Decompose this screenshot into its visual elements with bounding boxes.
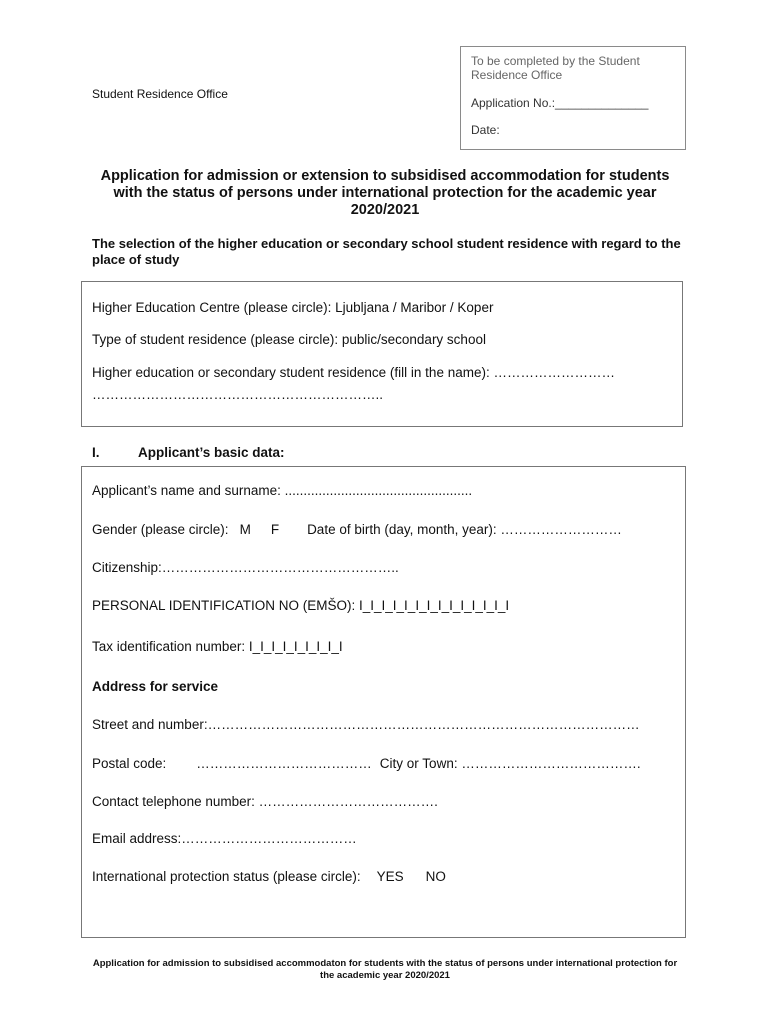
form-title: Application for admission or extension to subsidised accommodation for students with the status of persons under international protection for the academic year 2020/2021 — [100, 168, 670, 218]
section-number: I. — [92, 445, 100, 460]
office-use-box — [460, 46, 686, 150]
residence-name-continuation[interactable]: ……………………………………………………….. — [92, 387, 384, 402]
office-use-note: To be completed by the Student Residence Office — [471, 54, 640, 82]
street-field[interactable]: Street and number:…………………………………………………………………………………… — [92, 717, 640, 732]
address-heading: Address for service — [92, 679, 219, 694]
postal-code-field[interactable]: ………………………………… — [196, 756, 372, 771]
applicant-data-box — [81, 466, 686, 938]
protection-no-option[interactable]: NO — [425, 869, 446, 884]
city-field[interactable]: City or Town: …………………………………. — [379, 756, 641, 771]
section-title: Applicant’s basic data: — [138, 445, 285, 460]
gender-option-m[interactable]: M — [239, 522, 251, 537]
higher-education-centre-field[interactable]: Higher Education Centre (please circle): Ljubljana / Maribor / Koper — [92, 300, 494, 315]
office-label: Student Residence Office — [92, 87, 228, 101]
gender-dob-row — [92, 522, 622, 537]
citizenship-field[interactable]: Citizenship:…………………………………………….. — [92, 560, 399, 575]
gender-label: Gender (please circle): — [92, 522, 229, 537]
applicant-name-field[interactable]: Applicant’s name and surname: .................................................. — [92, 483, 473, 498]
page-footer: Application for admission to subsidised accommodaton for students with the status of persons under international protection for the academic year 2020/2021 — [92, 958, 678, 981]
section-heading — [92, 445, 285, 460]
gender-option-f[interactable]: F — [270, 522, 280, 537]
date-field[interactable]: Date: — [471, 123, 500, 137]
protection-status-label: International protection status (please circle): — [92, 869, 361, 884]
emso-field[interactable]: PERSONAL IDENTIFICATION NO (EMŠO): I_I_I_I_I_I_I_I_I_I_I_I_I_I — [92, 598, 510, 613]
phone-field[interactable]: Contact telephone number: …………………………………. — [92, 794, 438, 809]
email-field[interactable]: Email address:………………………………… — [92, 831, 357, 846]
tax-number-field[interactable]: Tax identification number: I_I_I_I_I_I_I_I_I — [92, 639, 343, 654]
application-number-field[interactable]: Application No.:______________ — [471, 96, 649, 110]
residence-name-field[interactable]: Higher education or secondary student residence (fill in the name): ……………………… — [92, 365, 615, 380]
residence-selection-heading: The selection of the higher education or secondary school student residence with regard to the place of study — [92, 236, 681, 267]
postal-city-row — [92, 756, 641, 771]
date-of-birth-field[interactable]: Date of birth (day, month, year): ……………………… — [307, 522, 622, 537]
postal-code-label: Postal code: — [92, 756, 167, 771]
residence-selection-box — [81, 281, 683, 427]
protection-status-row — [92, 869, 446, 884]
residence-type-field[interactable]: Type of student residence (please circle): public/secondary school — [92, 332, 486, 347]
protection-yes-option[interactable]: YES — [376, 869, 404, 884]
